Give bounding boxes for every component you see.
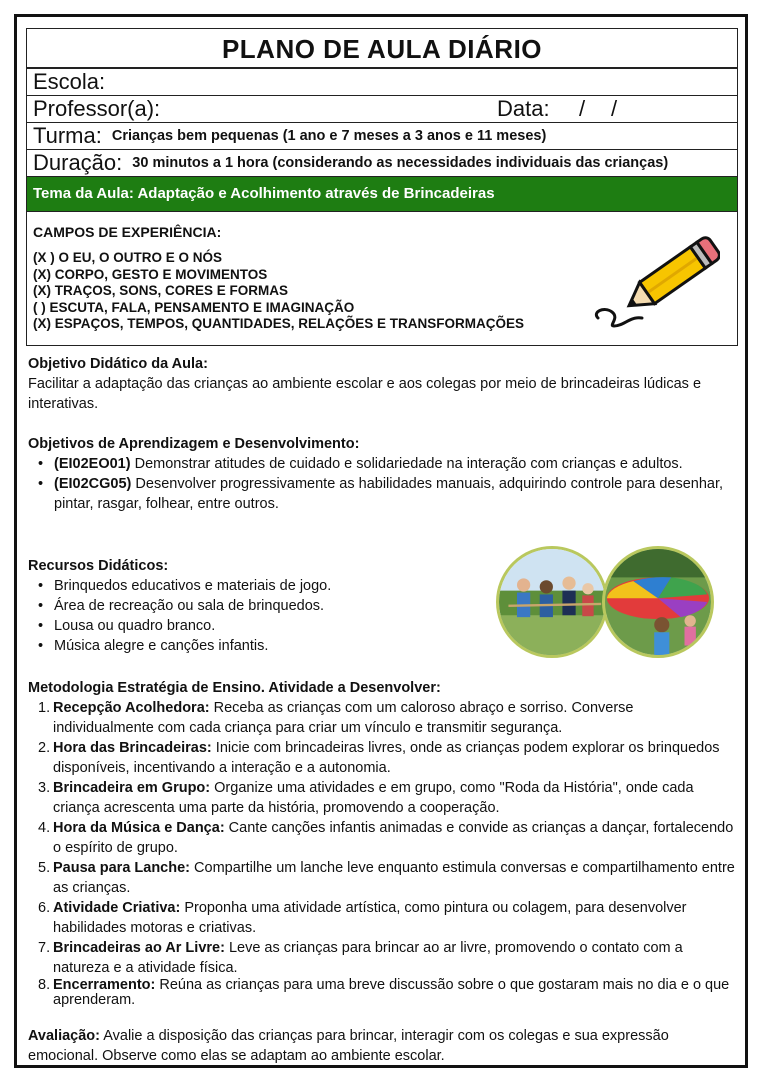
- lesson-theme-banner: Tema da Aula: Adaptação e Acolhimento através de Brincadeiras: [26, 176, 738, 212]
- turma-label: Turma:: [33, 123, 102, 148]
- evaluation-heading: Avaliação:: [28, 1028, 100, 1044]
- step-text: Compartilhe um lanche leve enquanto estimula conversas e compartilhamento entre as crianças.: [53, 860, 735, 896]
- experience-fields-title: CAMPOS DE EXPERIÊNCIA:: [33, 224, 222, 240]
- step-text: Organize uma atividades e em grupo, como "Roda da História", onde cada criança acrescenta uma parte da história, promovendo a cooperação.: [53, 780, 694, 816]
- methodology-section: [28, 678, 738, 1008]
- resources-list: [28, 576, 488, 656]
- page-title: PLANO DE AULA DIÁRIO: [26, 28, 738, 68]
- evaluation-text: Avalie a disposição das crianças para brincar, interagir com os colegas e sua expressão emocional. Observe como elas se adaptam ao ambiente escolar.: [28, 1028, 669, 1064]
- children-parachute-game-photo: [602, 546, 714, 658]
- experience-fields-list: [33, 250, 524, 333]
- methodology-step: [28, 938, 738, 978]
- step-number: 2.: [38, 740, 51, 756]
- methodology-title: Metodologia Estratégia de Ensino. Atividade a Desenvolver:: [28, 680, 441, 696]
- experience-field-item: ( ) ESCUTA, FALA, PENSAMENTO E IMAGINAÇÃO: [33, 299, 355, 315]
- resources-section: [28, 556, 488, 656]
- resources-title: Recursos Didáticos:: [28, 558, 169, 574]
- data-label: Data:: [497, 96, 550, 121]
- step-number: 4.: [38, 820, 51, 836]
- step-text: Proponha uma atividade artística, como pintura ou colagem, para desenvolver habilidades motoras e criativas.: [53, 900, 687, 936]
- step-number: 7.: [38, 940, 51, 956]
- header-fields: [26, 68, 738, 177]
- step-heading: Atividade Criativa:: [53, 900, 181, 916]
- step-heading: Brincadeira em Grupo:: [53, 780, 211, 796]
- resource-item: • Área de recreação ou sala de brinquedos.: [38, 596, 488, 616]
- objective-text: Facilitar a adaptação das crianças ao ambiente escolar e aos colegas por meio de brincadeiras lúdicas e interativas.: [28, 376, 702, 412]
- learning-objective-item: [38, 474, 738, 514]
- methodology-step: [28, 898, 738, 938]
- step-number: 3.: [38, 780, 51, 796]
- duracao-label: Duração:: [33, 150, 123, 175]
- experience-field-item: (X) ESPAÇOS, TEMPOS, QUANTIDADES, RELAÇÕES E TRANSFORMAÇÕES: [33, 316, 525, 331]
- step-number: 5.: [38, 860, 51, 876]
- resource-item: • Música alegre e canções infantis.: [38, 636, 488, 656]
- professor-label: Professor(a):: [33, 96, 161, 121]
- learning-objective-item: [38, 454, 738, 474]
- duracao-value: 30 minutos a 1 hora (considerando as necessidades individuais das crianças): [132, 155, 669, 171]
- objective-description: Desenvolver progressivamente as habilidades manuais, adquirindo controle para desenhar, pintar, rasgar, folhear, entre outros.: [54, 476, 724, 512]
- objective-code: (EI02EO01): [54, 456, 131, 472]
- step-text: Cante canções infantis animadas e convide as crianças a dançar, fortalecendo o espírito de grupo.: [53, 820, 734, 856]
- date-separator: /: [611, 96, 618, 121]
- learning-objectives-list: [28, 454, 738, 514]
- professor-row: [27, 96, 737, 123]
- children-tug-of-war-photo: [496, 546, 608, 658]
- experience-field-item: (X) TRAÇOS, SONS, CORES E FORMAS: [33, 283, 289, 298]
- evaluation-section: [28, 1026, 738, 1066]
- methodology-list: [28, 698, 738, 1008]
- methodology-step: [28, 778, 738, 818]
- methodology-step: [28, 818, 738, 858]
- objective-code: (EI02CG05): [54, 476, 132, 492]
- date-separator: /: [579, 96, 586, 121]
- learning-objectives-title: Objetivos de Aprendizagem e Desenvolvimento:: [28, 436, 360, 452]
- resource-item: • Lousa ou quadro branco.: [38, 616, 488, 636]
- escola-label: Escola:: [33, 69, 106, 94]
- methodology-step: [28, 858, 738, 898]
- step-heading: Brincadeiras ao Ar Livre:: [53, 940, 225, 956]
- step-number: 1.: [38, 700, 51, 716]
- objective-description: Demonstrar atitudes de cuidado e solidariedade na interação com crianças e adultos.: [130, 456, 683, 472]
- step-text: Receba as crianças com um caloroso abraço e sorriso. Converse individualmente com cada criança para criar um vínculo e transmitir segurança.: [53, 700, 634, 736]
- step-heading: Hora da Música e Dança:: [53, 820, 225, 836]
- turma-value: Crianças bem pequenas (1 ano e 7 meses a 3 anos e 11 meses): [111, 128, 547, 144]
- methodology-step: [28, 698, 738, 738]
- objective-title: Objetivo Didático da Aula:: [28, 356, 208, 372]
- step-number: 6.: [38, 900, 51, 916]
- step-number: 8.: [38, 977, 51, 993]
- experience-field-item: (X) CORPO, GESTO E MOVIMENTOS: [33, 266, 268, 282]
- step-text: Leve as crianças para brincar ao ar livre, promovendo o contato com a natureza e a atividade física.: [53, 940, 683, 976]
- methodology-step: [28, 738, 738, 778]
- step-heading: Encerramento:: [53, 977, 156, 993]
- duracao-row: [27, 150, 737, 176]
- pencil-illustration: [590, 222, 720, 332]
- methodology-step: [28, 978, 738, 1008]
- step-text: Reúna as crianças para uma breve discussão sobre o que gostaram mais no dia e o que aprenderam.: [53, 977, 730, 1008]
- resource-item: • Brinquedos educativos e materiais de jogo.: [38, 576, 488, 596]
- experience-field-item: (X ) O EU, O OUTRO E O NÓS: [33, 250, 223, 265]
- learning-objectives-section: [28, 434, 738, 514]
- step-text: Inicie com brincadeiras livres, onde as crianças podem explorar os brinquedos disponíveis, incentivando a interação e a autonomia.: [53, 740, 720, 776]
- turma-row: [27, 123, 737, 150]
- escola-row: [27, 69, 737, 96]
- step-heading: Recepção Acolhedora:: [53, 700, 210, 716]
- objective-section: [28, 354, 738, 414]
- step-heading: Hora das Brincadeiras:: [53, 740, 212, 756]
- step-heading: Pausa para Lanche:: [53, 860, 190, 876]
